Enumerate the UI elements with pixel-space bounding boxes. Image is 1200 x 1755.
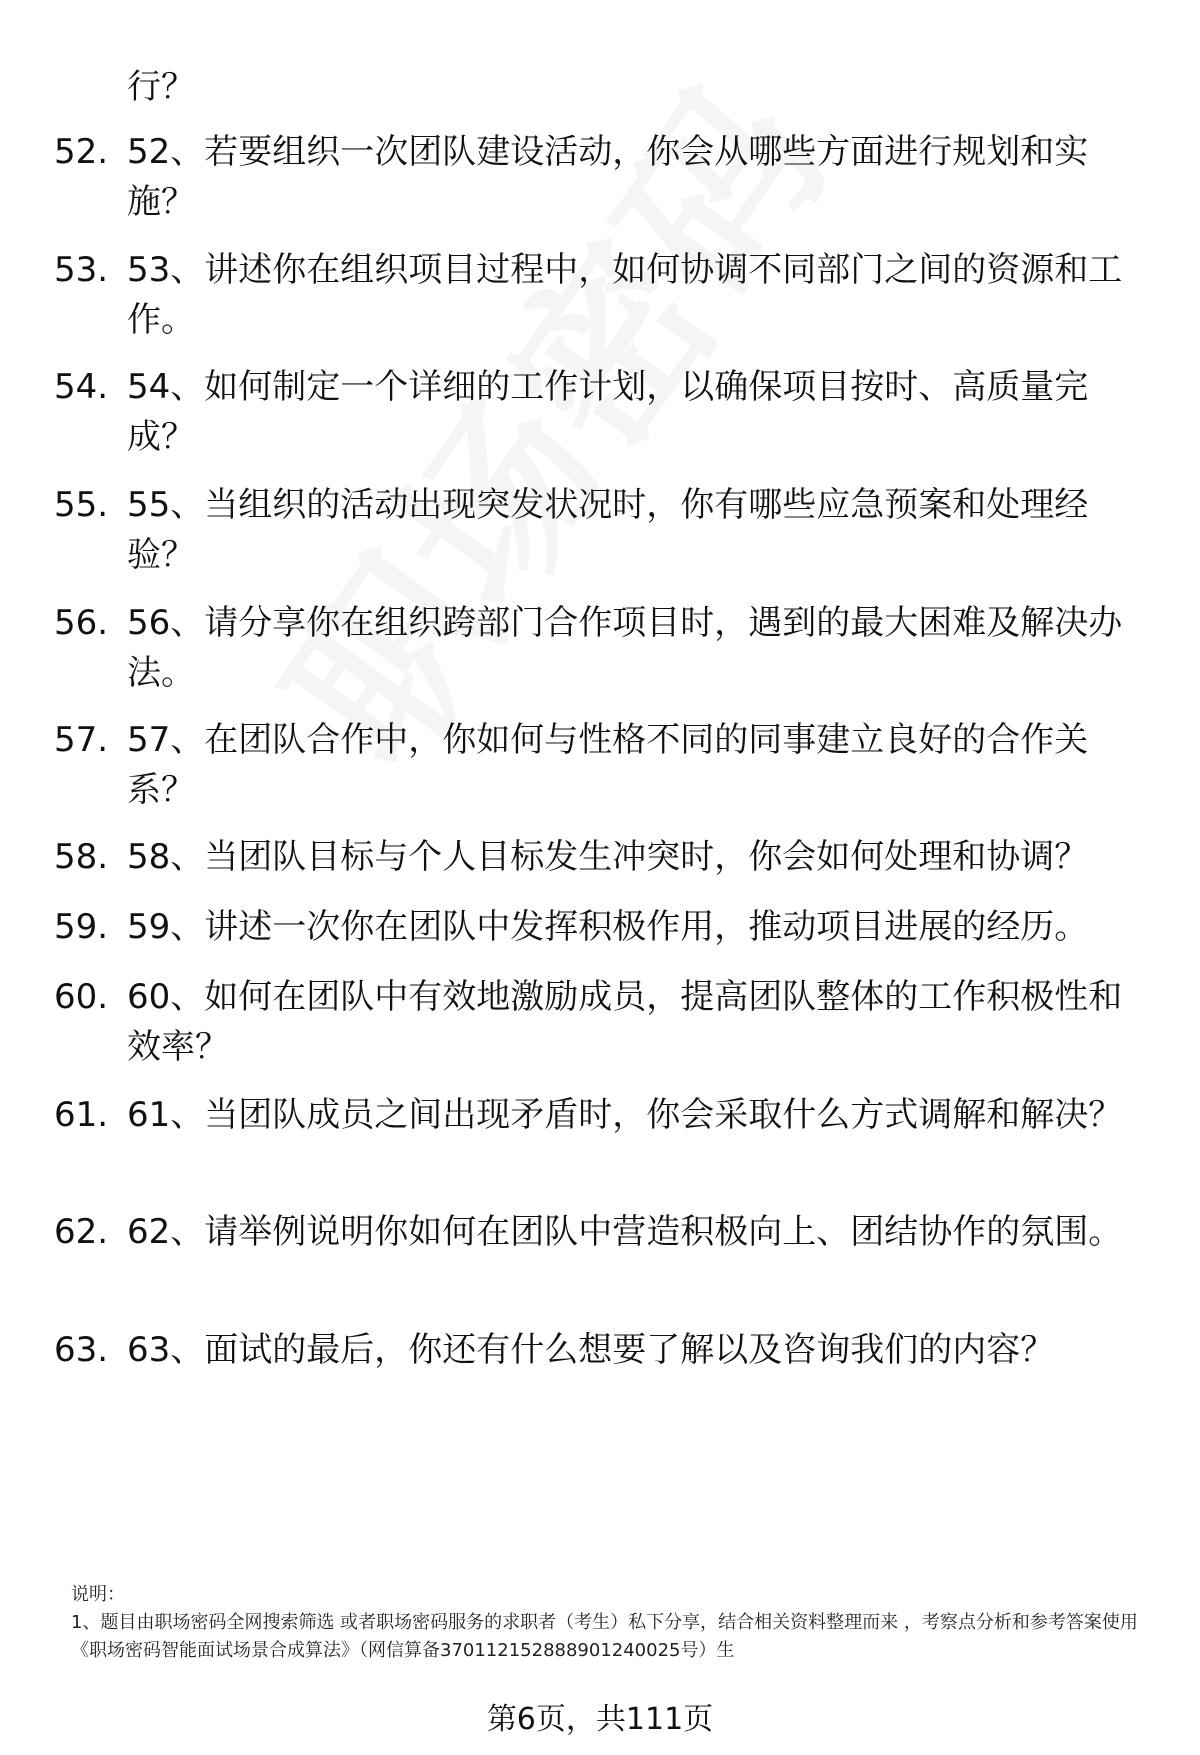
question-number: 61. [54, 1095, 109, 1135]
page-number: 第6页，共111页 [486, 1702, 714, 1737]
question-number: 56. [54, 603, 109, 643]
question-text: 59、讲述一次你在团队中发挥积极作用，推动项目进展的经历。 [127, 907, 1089, 947]
question-text: 62、请举例说明你如何在团队中营造积极向上、团结协作的氛围。 [127, 1212, 1123, 1252]
question-text: 60、如何在团队中有效地激励成员，提高团队整体的工作积极性和效率？ [127, 977, 1123, 1067]
question-number: 58. [54, 837, 109, 877]
question-number: 54. [54, 367, 109, 407]
question-text: 53、讲述你在组织项目过程中，如何协调不同部门之间的资源和工作。 [127, 250, 1123, 340]
question-number: 52. [54, 132, 109, 172]
notes-heading: 说明： [71, 1584, 125, 1605]
question-text: 57、在团队合作中，你如何与性格不同的同事建立良好的合作关系？ [127, 720, 1089, 810]
notes-section [71, 1581, 1151, 1665]
question-text: 58、当团队目标与个人目标发生冲突时，你会如何处理和协调？ [127, 837, 1089, 877]
question-number: 59. [54, 907, 109, 947]
notes-text: 1、题目由职场密码全网搜索筛选 或者职场密码服务的求职者（考生）私下分享，结合相关资料整理而来 ，考察点分析和参考答案使用《职场密码智能面试场景合成算法》（网信算备370112152888901240025号）生 [71, 1612, 1138, 1661]
question-number: 63. [54, 1330, 109, 1370]
question-number: 62. [54, 1212, 109, 1252]
question-text: 54、如何制定一个详细的工作计划，以确保项目按时、高质量完成？ [127, 367, 1089, 457]
question-text: 52、若要组织一次团队建设活动，你会从哪些方面进行规划和实施？ [127, 132, 1089, 222]
question-text: 63、面试的最后，你还有什么想要了解以及咨询我们的内容？ [127, 1330, 1055, 1370]
question-text: 56、请分享你在组织跨部门合作项目时，遇到的最大困难及解决办法。 [127, 603, 1123, 693]
question-number: 60. [54, 977, 109, 1017]
question-number: 57. [54, 720, 109, 760]
question-text: 55、当组织的活动出现突发状况时，你有哪些应急预案和处理经验？ [127, 485, 1089, 575]
question-number: 53. [54, 250, 109, 290]
question-number: 55. [54, 485, 109, 525]
question-text: 61、当团队成员之间出现矛盾时，你会采取什么方式调解和解决？ [127, 1095, 1123, 1135]
continued-question-text: 行？ [127, 67, 195, 107]
